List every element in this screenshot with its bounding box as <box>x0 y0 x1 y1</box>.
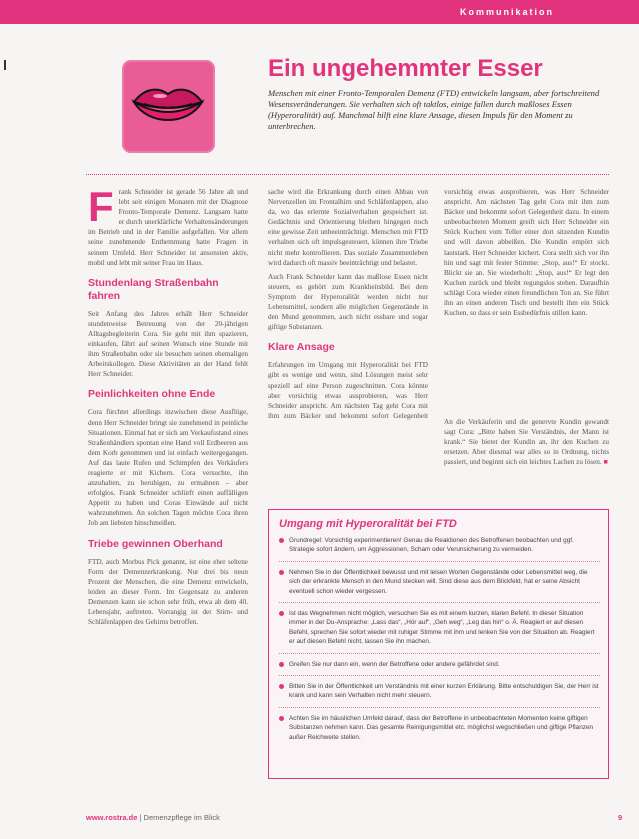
column-2 <box>268 187 428 424</box>
intro-text: rank Schneider ist gerade 56 Jahre alt und lebt seit einigen Monaten mit der Diagnose Fronto-Temporale Demenz. Langsam hatte er durch unerklärliche Verhaltensänderungen im Betrieb und in der Familie aufgefallen. Vor allem seine zunehmende Enthemmung hatte Fragen in seinem Umfeld. Herr Schneider ist ansonsten aktiv, mobil und lebt mit seiner Frau im Haus. <box>88 188 248 267</box>
paragraph-6-cont: vorsichtig etwas ausprobieren, was Herr Schneider anspricht. Am nächsten Tag geht Cora mit ihm zum Bäcker und bekommt sofort Gelegenheit dazu. In einem unbeobachteten Moment greift sich Herr Schneider ein Stück Kuchen vom Teller einer dort sitzenden Kundin und will davon abbeißen. Die Kundin empört sich lautstark. Herr Schneider kichert. Cora stellt sich vor ihn hin und sagt mit fester Stimme: „Stop, aus!“ Er stockt. Blickt sie an. Sie wiederholt: „Stop, aus!“ Er legt den Kuchen zurück und bleibt regungslos stehen. Daraufhin schlägt Cora wieder einen freundlichen Ton an. Sie führt ihn an einen anderen Tisch und bestellt ihm ein Stück Kuchen, so dass er sein Essbedürfnis stillen kann. <box>444 188 609 318</box>
paragraph-4: sache wird die Erkrankung durch einen Abbau von Nervenzellen im Frontalhirn und Schläfenlappen, also da, wo das erlernte Sozialverhalten gespeichert ist. Gedächtnis und Orientierung bleiben hingegen noch eine gewisse Zeit unbeeinträchtigt. Menschen mit FTD verhalten sich oft impulsgesteuert, können ihre Triebe nicht mehr kontrollieren. Das soziale Zusammenleben wird dadurch oft massiv beeinträchtigt und belastet. <box>268 188 428 267</box>
paragraph-2: Cora fürchtet allerdings inzwischen diese Ausflüge, denn Herr Schneider bringt sie zunehmend in peinliche Situationen. Einmal hat er sich am Verkaufsstand eines Straßenhändlers spontan eine Hand voll Erdbeeren aus dem Korb genommen und ist einfach weitergegangen. Auf das laute Rufen und Schimpfen des Verkäufers reagierte er mit Kichern. Cora versuchte, ihn anzuhalten, zu beruhigen, zu ermahnen – aber erfolglos. Frank Schneider schlürft einen auffälligen Appetit zu haben und Coras Einwände auf nicht wahrzunehmen. An solchen Tagen möchte Cora ihren Job am liebsten hinschmeißen. <box>88 408 248 528</box>
subheading-1: Stundenlang Straßenbahn fahren <box>88 276 219 302</box>
tip-item <box>279 660 600 676</box>
end-mark: ■ <box>603 458 608 467</box>
bullet-icon <box>279 611 284 616</box>
paragraph-1: Seit Anfang des Jahres erhält Herr Schneider stundenweise Betreuung von der 20-jährigen Alltagsbegleiterin Cora. Sie geht mit ihm spazieren, einkaufen, fährt auf seinen Wunsch eine Stunde mit ihm Straßenbahn oder sie besuchen seinen ehemaligen Arbeitskollegen. Diese Aktivitäten an der Hand fehlt Herr Schneider. <box>88 309 248 379</box>
subheading-2: Peinlichkeiten ohne Ende <box>88 388 216 401</box>
tips-list <box>269 536 608 748</box>
lips-icon-box <box>122 60 215 153</box>
page-number: 9 <box>618 813 623 822</box>
subheading-3: Triebe gewinnen Oberhand <box>88 537 223 550</box>
bullet-icon <box>279 684 284 689</box>
tip-text: Grundregel: Vorsichtig experimentieren! Genau die Reaktionen des Betroffenen beobachten und ggf. Strategie sofort ändern, um Aggressionen, Scham oder Verunsicherung zu vermeiden. <box>289 537 574 554</box>
tips-box <box>268 509 609 779</box>
section-label: Kommunikation <box>460 7 555 17</box>
bullet-icon <box>279 716 284 721</box>
tip-item <box>279 568 600 603</box>
paragraph-3: FTD, auch Morbus Pick genannt, ist eine eher seltene Form der Demenzerkrankung. Nur drei bis neun Prozent der Menschen, die eine Demenz entwickeln, leiden an dieser Form. Im Gegensatz zu anderen Demenzen kann sie schon sehr früh, etwa ab dem 40. Lebensjahr, auftreten. Vorrangig ist der Stirn- und Schläfenlappen des Gehirns betroffen. <box>88 557 248 627</box>
footer <box>86 813 220 822</box>
bullet-icon <box>279 662 284 667</box>
tips-box-title: Umgang mit Hyperoralität bei FTD <box>279 518 457 530</box>
bullet-icon <box>279 538 284 543</box>
article-lead: Menschen mit einer Fronto-Temporalen Demenz (FTD) entwickeln langsam, aber fortschreitend Wesensveränderungen. Sie verhalten sich oft taktlos, einige fallen durch maßloses Essen (Hyperoralität) auf. Manchmal hilft eine klare Ansage, diesen Impuls für den Moment zu unterbrechen. <box>268 88 600 131</box>
footer-separator: | <box>139 813 142 822</box>
tip-item <box>279 682 600 708</box>
tip-item <box>279 536 600 562</box>
footer-text: Demenzpflege im Blick <box>143 813 220 822</box>
column-3 <box>444 187 609 471</box>
column-1 <box>88 183 248 631</box>
footer-site: www.rostra.de <box>86 813 138 822</box>
paragraph-5: Auch Frank Schneider kann das maßlose Essen nicht steuern, es gehört zum Krankheitsbild. Bei dem Symptom der Hyperoralität werden nicht nur Lebensmittel, sondern alle möglichen Gegenstände in den Mund genommen, auch nicht essbare und sogar giftige Substanzen. <box>268 272 428 332</box>
tip-text: Bitten Sie in der Öffentlichkeit um Verständnis mit einer kurzen Erklärung. Bitte entschuldigen Sie, der Herr ist krank und kann sein Verhalten nicht mehr steuern. <box>289 683 599 700</box>
lips-icon <box>130 82 206 130</box>
margin-mark <box>4 60 6 70</box>
intro-paragraph <box>88 183 248 268</box>
bullet-icon <box>279 570 284 575</box>
paragraph-7-text: An die Verkäuferin und die genervte Kundin gewandt sagt Cora: „Bitte haben Sie Verständnis, der Mann ist krank.“ Sie bietet der Kundin an, ihr den Kuchen zu ersetzen. Aber diesmal war alles so in Ordnung, nichts passiert, und beginnt sich ein leichtes Lachen zu lösen. <box>444 418 609 467</box>
tip-text: Achten Sie im häuslichen Umfeld darauf, dass der Betroffene in unbeobachteten Momenten keine giftigen Substanzen nehmen kann. Das gesamte Reinigungsmittel etc. möglichst wegschließen und giftige Pflanzen außer Reichweite stellen. <box>289 714 594 741</box>
drop-cap: F <box>88 183 114 230</box>
divider <box>86 174 609 175</box>
subheading-4: Klare Ansage <box>268 341 335 354</box>
paragraph-7 <box>444 417 609 467</box>
paragraph-6: Erfahrungen im Umgang mit Hyperoralität bei FTD gibt es wenige und wenn, sind Lösungen meist sehr speziell auf eine Person zugeschnitten. Cora könnte aber vorsichtig etwas ausprobieren, was Herr Schneider anspricht. Am nächsten Tag geht Cora mit ihm zum Bäcker und bekommt sofort Gelegenheit <box>268 361 428 420</box>
section-header-bar <box>0 0 639 24</box>
tip-text: Ist das Wegnehmen nicht möglich, versuchen Sie es mit einem kurzen, klaren Befehl. In dieser Situation immer in der Du-Ansprache: „Lass das“, „Hör auf“, „Geh weg“, „Leg das hin“ o. Ä. Reagiert er auf diesen Befehl, sprechen Sie sofort wieder mit ruhiger Stimme mit ihm und lenken Sie von der Situation ab. Reagiert er auf diesen Befehl nicht, lassen Sie ihn machen. <box>289 610 595 646</box>
tip-text: Greifen Sie nur dann ein, wenn der Betroffene oder andere gefährdet sind. <box>289 660 500 668</box>
tip-item <box>279 714 600 748</box>
tip-item <box>279 609 600 654</box>
article-title: Ein ungehemmter Esser <box>268 55 543 82</box>
tip-text: Nehmen Sie in der Öffentlichkeit bewusst und mit leisen Worten Gegenstände oder Lebensmittel weg, die sich der erkrankte Mensch in den Mund stecken will. Sind diese aus dem Blickfeld, hat er seine Absicht eventuell schon wieder vergessen. <box>289 568 588 595</box>
